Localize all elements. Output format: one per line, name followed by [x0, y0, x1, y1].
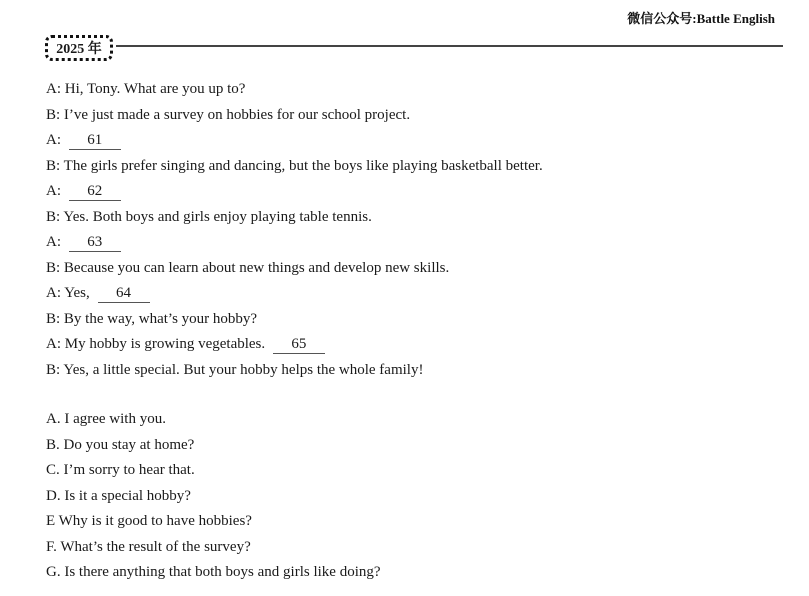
dialogue-line — [46, 77, 786, 103]
answer-blank-64: 64 — [98, 284, 150, 303]
dialogue-text: A: My hobby is growing vegetables. — [46, 336, 266, 352]
option-c: C. I’m sorry to hear that. — [46, 462, 195, 478]
option-f: F. What’s the result of the survey? — [46, 538, 251, 555]
year-badge — [45, 35, 113, 61]
section-divider — [116, 45, 783, 47]
dialogue-line — [46, 307, 786, 333]
dialogue-text: A: Hi, Tony. What are you up to? — [46, 81, 246, 97]
dialogue-text: B: Yes, a little special. But your hobby helps the whole family! — [46, 361, 424, 378]
dialogue-text: B: Yes. Both boys and girls enjoy playing table tennis. — [46, 208, 372, 225]
answer-blank-65: 65 — [273, 335, 325, 354]
answer-blank-62: 62 — [69, 182, 121, 201]
dialogue-text: B: I’ve just made a survey on hobbies for our school project. — [46, 106, 411, 123]
dialogue-line — [46, 154, 786, 180]
dialogue-line — [46, 230, 786, 256]
option-g: G. Is there anything that both boys and girls like doing? — [46, 564, 381, 580]
option-a: A. I agree with you. — [46, 411, 166, 427]
dialogue-line — [46, 358, 786, 384]
dialogue-text: B: By the way, what’s your hobby? — [46, 310, 258, 327]
header-note: 微信公众号:Battle English — [627, 11, 775, 26]
dialogue-line — [46, 205, 786, 231]
option-d: D. Is it a special hobby? — [46, 487, 191, 504]
dialogue-line — [46, 281, 786, 307]
year-label: 2025 年 — [56, 42, 102, 57]
answer-options — [46, 407, 786, 586]
dialogue-text: A: Yes, — [46, 285, 90, 301]
dialogue-line — [46, 332, 786, 358]
dialogue-text: B: The girls prefer singing and dancing, but the boys like playing basketball better. — [46, 157, 543, 174]
dialogue-text: A: — [46, 234, 61, 250]
dialogue-line — [46, 256, 786, 282]
dialogue — [46, 77, 786, 383]
dialogue-text: A: — [46, 183, 61, 199]
dialogue-line — [46, 179, 786, 205]
answer-blank-63: 63 — [69, 233, 121, 252]
dialogue-line — [46, 103, 786, 129]
option-b: B. Do you stay at home? — [46, 436, 195, 453]
dialogue-line — [46, 128, 786, 154]
answer-blank-61: 61 — [69, 131, 121, 150]
dialogue-text: B: Because you can learn about new things and develop new skills. — [46, 259, 450, 276]
option-e: E Why is it good to have hobbies? — [46, 513, 252, 529]
dialogue-text: A: — [46, 132, 61, 148]
